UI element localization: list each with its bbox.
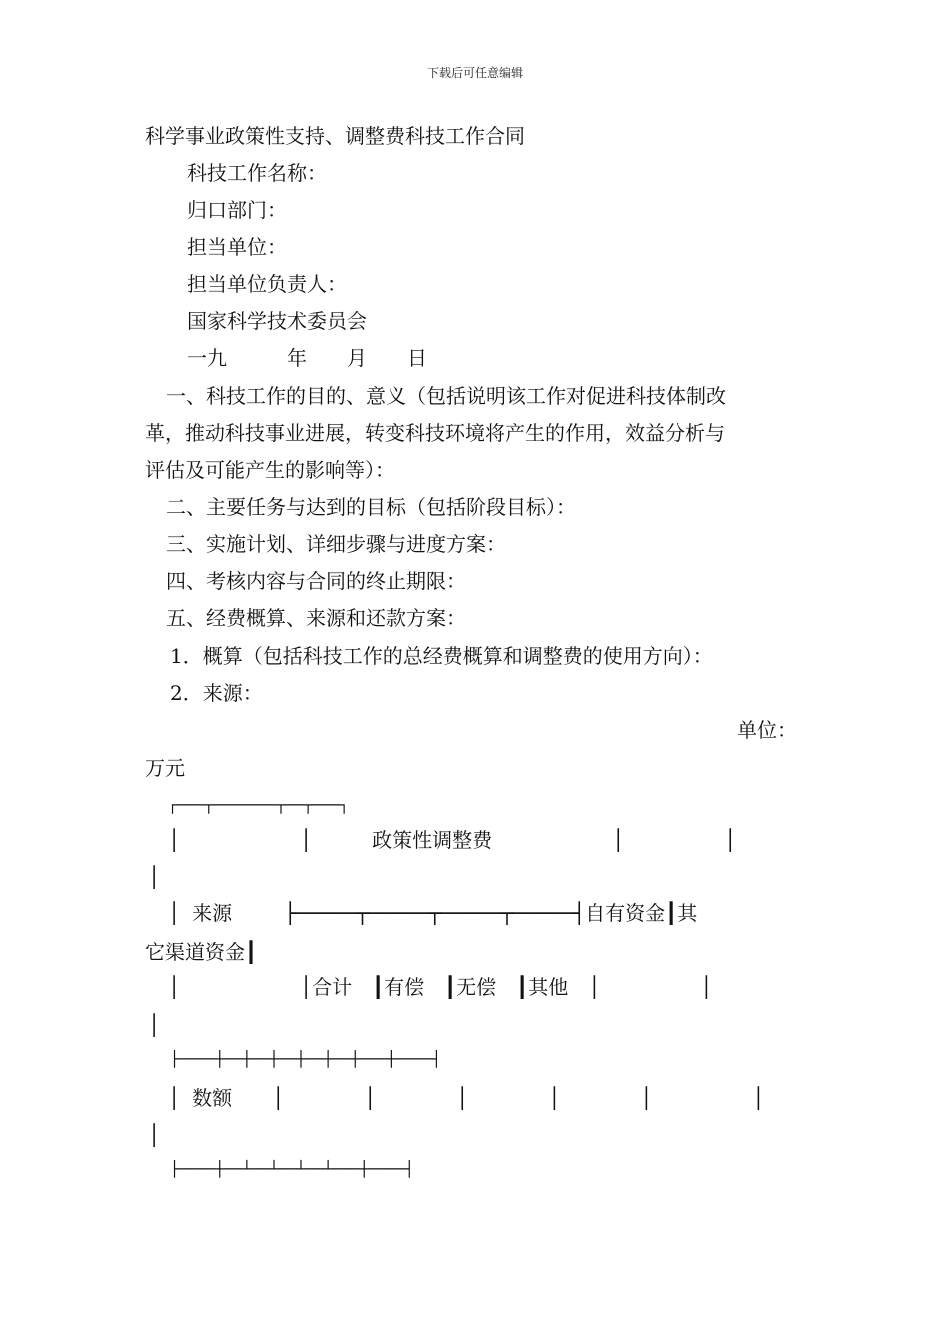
section-1-line-2: 革，推动科技事业进展，转变科技环境将产生的作用，效益分析与 <box>145 421 725 445</box>
document-title: 科学事业政策性支持、调整费科技工作合同 <box>145 124 525 148</box>
field-unit: 担当单位： <box>187 235 287 259</box>
section-5-item-2: 2．来源： <box>170 681 263 705</box>
field-project-name: 科技工作名称： <box>187 161 327 185</box>
table-line: │ <box>148 1013 161 1037</box>
table-line: │ │ 政策性调整费 │ │ <box>168 828 737 852</box>
field-committee: 国家科学技术委员会 <box>187 309 367 333</box>
page-header-note: 下载后可任意编辑 <box>426 66 523 80</box>
section-3: 三、实施计划、详细步骤与进度方案： <box>166 532 506 556</box>
section-5: 五、经费概算、来源和还款方案： <box>166 606 466 630</box>
table-line: │ 数额 │ │ │ │ │ │ <box>168 1086 765 1110</box>
section-5-item-1: 1．概算（包括科技工作的总经费概算和调整费的使用方向）： <box>170 644 713 668</box>
table-line: │ 来源 ├─────┬─────┬─────┬─────┤自有资金┃其 <box>168 901 698 925</box>
unit-value: 万元 <box>145 756 185 780</box>
section-2: 二、主要任务与达到的目标（包括阶段目标）： <box>166 495 576 519</box>
field-department: 归口部门： <box>187 198 287 222</box>
section-4: 四、考核内容与合同的终止期限： <box>166 569 466 593</box>
table-line: ┌───┬───────┬──┬───┐ <box>168 796 349 814</box>
table-line: 它渠道资金┃ <box>145 940 258 964</box>
table-line: │ │合计 ┃有偿 ┃无偿 ┃其他 │ │ <box>168 975 713 999</box>
section-1-line-3: 评估及可能产生的影响等）： <box>145 458 395 482</box>
table-line: │ <box>148 1123 161 1147</box>
table-line: ├────┼──┼──┼──┼──┼──┼───┼────┤ <box>170 1050 441 1068</box>
unit-label: 单位： <box>737 718 797 742</box>
date-line: 一九 年 月 日 <box>187 346 427 370</box>
table-line: │ <box>148 865 161 889</box>
table-line: ├────┼──┴──┴──┴──┴───┼────┤ <box>170 1160 414 1178</box>
field-unit-leader: 担当单位负责人： <box>187 272 347 296</box>
section-1-line-1: 一、科技工作的目的、意义（包括说明该工作对促进科技体制改 <box>166 384 726 408</box>
